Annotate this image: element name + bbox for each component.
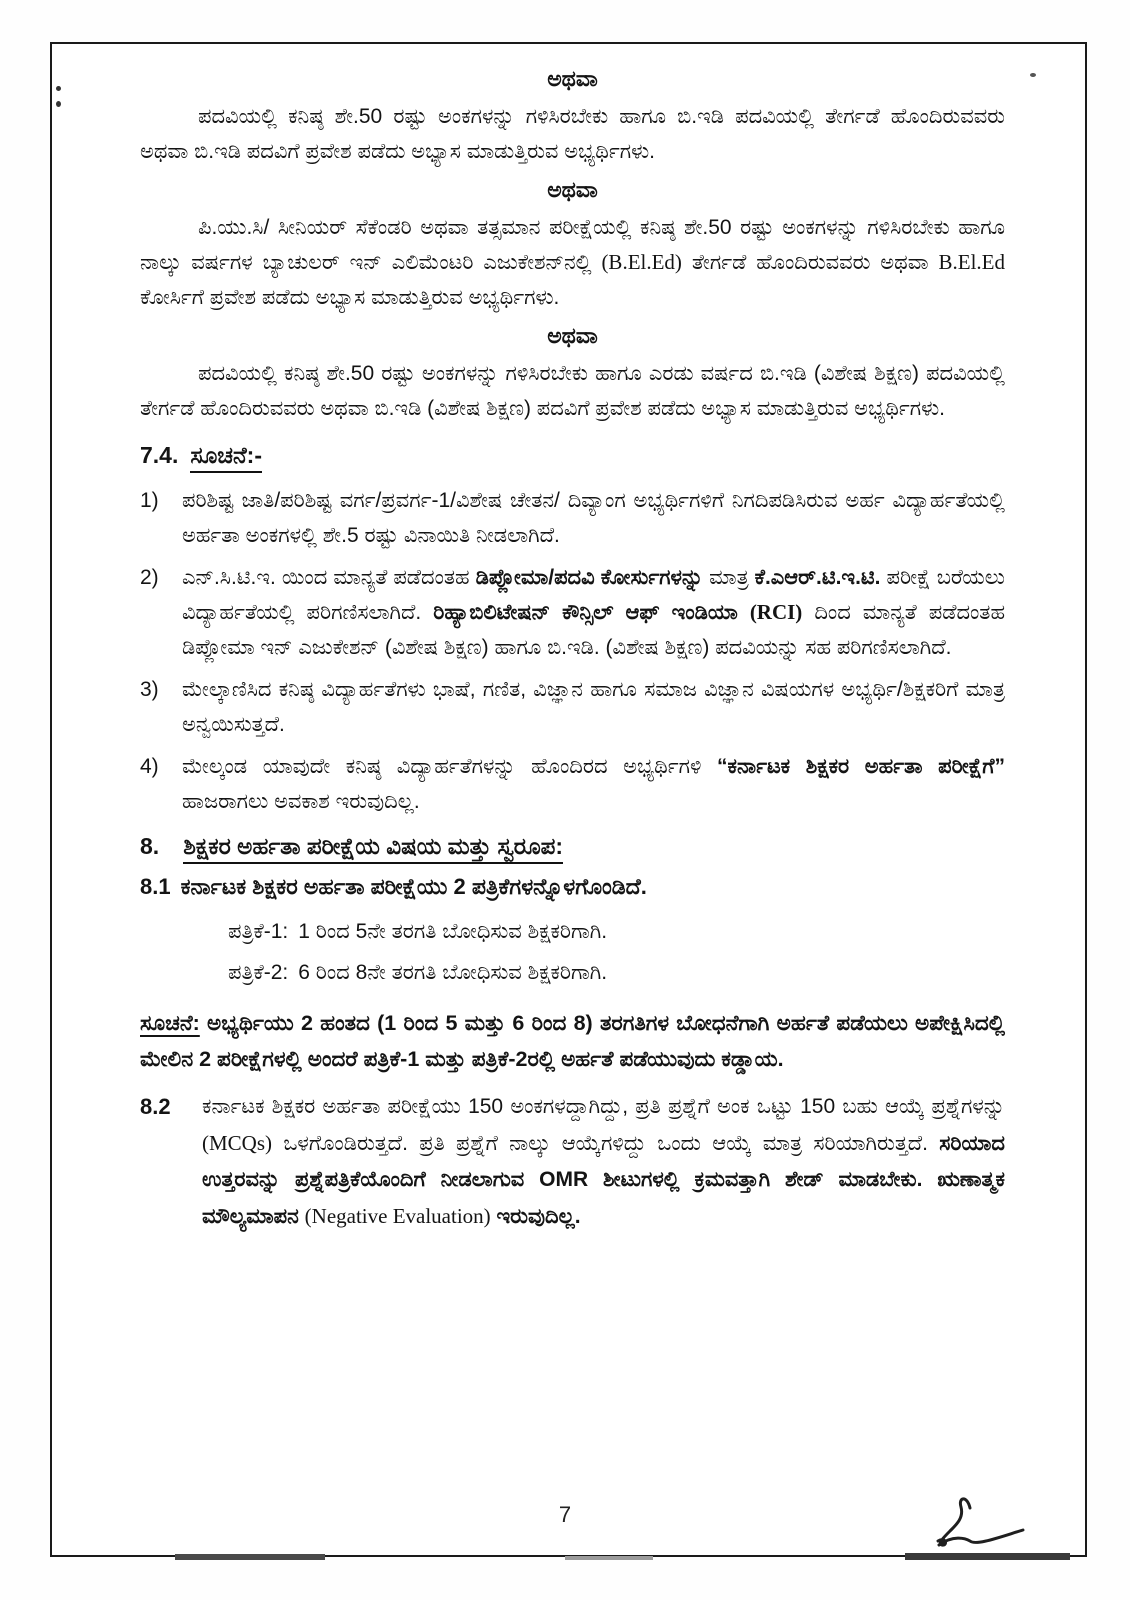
note-item-2-text: ಎನ್.ಸಿ.ಟಿ.ಇ. ಯಿಂದ ಮಾನ್ಯತೆ ಪಡೆದಂತಹ ಡಿಪ್ಲೋಮಾ/ಪದವಿ ಕೋರ್ಸುಗಳನ್ನು ಮಾತ್ರ ಕೆ.ಎಆರ್.ಟಿ.ಇ.ಟಿ. ಪರೀಕ್ಷೆ ಬರೆಯಲು ವಿದ್ಯಾರ್ಹತೆಯಲ್ಲಿ ಪರಿಗಣಿಸಲಾಗಿದೆ. ರಿಹ್ಯಾಬಿಲಿಟೇಷನ್ ಕೌನ್ಸಿಲ್ ಆಫ್ ಇಂಡಿಯಾ (RCI) ದಿಂದ ಮಾನ್ಯತೆ ಪಡೆದಂತಹ ಡಿಪ್ಲೋಮಾ ಇನ್ ಎಜುಕೇಶನ್ (ವಿಶೇಷ ಶಿಕ್ಷಣ) ಹಾಗೂ ಬಿ.ಇಡಿ. (ವಿಶೇಷ ಶಿಕ್ಷಣ) ಪದವಿಯನ್ನು ಸಹ ಪರಿಗಣಿಸಲಾಗಿದೆ.: [182, 566, 1005, 659]
page-content: [140, 58, 1005, 1235]
note-item-2-number: 2): [140, 566, 159, 589]
note-item-4-text: ಮೇಲ್ಕಂಡ ಯಾವುದೇ ಕನಿಷ್ಠ ವಿದ್ಯಾರ್ಹತೆಗಳನ್ನು ಹೊಂದಿರದ ಅಭ್ಯರ್ಥಿಗಳಿ “ಕರ್ನಾಟಕ ಶಿಕ್ಷಕರ ಅರ್ಹತಾ ಪರೀಕ್ಷೆಗೆ” ಹಾಜರಾಗಲು ಅವಕಾಶ ಇರುವುದಿಲ್ಲ.: [182, 755, 1006, 813]
paper-2-label: ಪತ್ರಿಕೆ-2:: [228, 961, 289, 984]
paper-1-text: 1 ರಿಂದ 5ನೇ ತರಗತಿ ಬೋಧಿಸುವ ಶಿಕ್ಷಕರಿಗಾಗಿ.: [298, 920, 608, 943]
section-8-1-text: ಕರ್ನಾಟಕ ಶಿಕ್ಷಕರ ಅರ್ಹತಾ ಪರೀಕ್ಷೆಯು 2 ಪತ್ರಿಕೆಗಳನ್ನೊಳಗೊಂಡಿದೆ.: [180, 874, 647, 899]
page-number: 7: [558, 1502, 572, 1527]
paper-2-text: 6 ರಿಂದ 8ನೇ ತರಗತಿ ಬೋಧಿಸುವ ಶಿಕ್ಷಕರಿಗಾಗಿ.: [298, 961, 608, 984]
note-item-3: [140, 672, 1005, 742]
section-8-2: [140, 1089, 1005, 1235]
or-separator-3: ಅಥವಾ: [547, 323, 598, 348]
section-7-4-number: 7.4.: [140, 442, 179, 468]
scan-speck-left-top: [56, 86, 61, 91]
section-8-2-number: 8.2: [140, 1094, 171, 1119]
note-item-2: [140, 560, 1005, 665]
section-7-4-title: ಸೂಚನೆ:-: [190, 442, 262, 473]
paper-1-line: [228, 916, 1005, 948]
section-8-title: ಶಿಕ್ಷಕರ ಅರ್ಹತಾ ಪರೀಕ್ಷೆಯ ವಿಷಯ ಮತ್ತು ಸ್ವರೂಪ:: [183, 833, 563, 864]
para-degree-bed: ಪದವಿಯಲ್ಲಿ ಕನಿಷ್ಠ ಶೇ.50 ರಷ್ಟು ಅಂಕಗಳನ್ನು ಗಳಿಸಿರಬೇಕು ಹಾಗೂ ಬಿ.ಇಡಿ ಪದವಿಯಲ್ಲಿ ತೇರ್ಗಡೆ ಹೊಂದಿರುವವರು ಅಥವಾ ಬಿ.ಇಡಿ ಪದವಿಗೆ ಪ್ರವೇಶ ಪಡೆದು ಅಭ್ಯಾಸ ಮಾಡುತ್ತಿರುವ ಅಭ್ಯರ್ಥಿಗಳು.: [140, 105, 1005, 163]
papers-list: [228, 916, 1005, 989]
section-7-4-heading: [140, 442, 1005, 469]
or-separator-1: ಅಥವಾ: [547, 66, 598, 91]
note-item-1: [140, 483, 1005, 553]
section-8-1-heading: [140, 874, 1005, 900]
note-item-3-text: ಮೇಲ್ಕಾಣಿಸಿದ ಕನಿಷ್ಠ ವಿದ್ಯಾರ್ಹತೆಗಳು ಭಾಷೆ, ಗಣಿತ, ವಿಜ್ಞಾನ ಹಾಗೂ ಸಮಾಜ ವಿಜ್ಞಾನ ವಿಷಯಗಳ ಅಭ್ಯರ್ಥಿ/ಶಿಕ್ಷಕರಿಗೆ ಮಾತ್ರ ಅನ್ವಯಿಸುತ್ತದೆ.: [182, 678, 1005, 736]
notes-list: [140, 483, 1005, 819]
section-8-number: 8.: [140, 833, 160, 859]
paper-1-label: ಪತ್ರಿಕೆ-1:: [228, 920, 289, 943]
scan-smudge-bottom-center: [565, 1556, 653, 1560]
para-puc-beled: ಪಿ.ಯು.ಸಿ/ ಸೀನಿಯರ್ ಸೆಕೆಂಡರಿ ಅಥವಾ ತತ್ಸಮಾನ ಪರೀಕ್ಷೆಯಲ್ಲಿ ಕನಿಷ್ಠ ಶೇ.50 ರಷ್ಟು ಅಂಕಗಳನ್ನು ಗಳಿಸಿರಬೇಕು ಹಾಗೂ ನಾಲ್ಕು ವರ್ಷಗಳ ಬ್ಯಾಚುಲರ್ ಇನ್ ಎಲಿಮೆಂಟರಿ ಎಜುಕೇಶನ್‌ನಲ್ಲಿ (B.El.Ed) ತೇರ್ಗಡೆ ಹೊಂದಿರುವವರು ಅಥವಾ B.El.Ed ಕೋರ್ಸಿಗೆ ಪ್ರವೇಶ ಪಡೆದು ಅಭ್ಯಾಸ ಮಾಡುತ್ತಿರುವ ಅಭ್ಯರ್ಥಿಗಳು.: [140, 216, 1005, 309]
para-degree-special-bed: ಪದವಿಯಲ್ಲಿ ಕನಿಷ್ಠ ಶೇ.50 ರಷ್ಟು ಅಂಕಗಳನ್ನು ಗಳಿಸಿರಬೇಕು ಹಾಗೂ ಎರಡು ವರ್ಷದ ಬಿ.ಇಡಿ (ವಿಶೇಷ ಶಿಕ್ಷಣ) ಪದವಿಯಲ್ಲಿ ತೇರ್ಗಡೆ ಹೊಂದಿರುವವರು ಅಥವಾ ಬಿ.ಇಡಿ (ವಿಶೇಷ ಶಿಕ್ಷಣ) ಪದವಿಗೆ ಪ್ರವೇಶ ಪಡೆದು ಅಭ್ಯಾಸ ಮಾಡುತ್ತಿರುವ ಅಭ್ಯರ್ಥಿಗಳು.: [140, 362, 1005, 420]
or-separator-2: ಅಥವಾ: [547, 177, 598, 202]
scan-speck-top-right: [1030, 73, 1036, 77]
section-8-1-number: 8.1: [140, 874, 171, 899]
note-item-1-number: 1): [140, 489, 159, 512]
exam-note: ಸೂಚನೆ: ಅಭ್ಯರ್ಥಿಯು 2 ಹಂತದ (1 ರಿಂದ 5 ಮತ್ತು 6 ರಿಂದ 8) ತರಗತಿಗಳ ಬೋಧನೆಗಾಗಿ ಅರ್ಹತೆ ಪಡೆಯಲು ಅಪೇಕ್ಷಿಸಿದಲ್ಲಿ ಮೇಲಿನ 2 ಪರೀಕ್ಷೆಗಳಲ್ಲಿ ಅಂದರೆ ಪತ್ರಿಕೆ-1 ಮತ್ತು ಪತ್ರಿಕೆ-2ರಲ್ಲಿ ಅರ್ಹತೆ ಪಡೆಯುವುದು ಕಡ್ಡಾಯ.: [140, 1011, 1005, 1071]
paper-2-line: [228, 957, 1005, 989]
section-8-2-text: ಕರ್ನಾಟಕ ಶಿಕ್ಷಕರ ಅರ್ಹತಾ ಪರೀಕ್ಷೆಯು 150 ಅಂಕಗಳದ್ದಾಗಿದ್ದು, ಪ್ರತಿ ಪ್ರಶ್ನೆಗೆ ಅಂಕ ಒಟ್ಟು 150 ಬಹು ಆಯ್ಕೆ ಪ್ರಶ್ನೆಗಳನ್ನು (MCQs) ಒಳಗೊಂಡಿರುತ್ತದೆ. ಪ್ರತಿ ಪ್ರಶ್ನೆಗೆ ನಾಲ್ಕು ಆಯ್ಕೆಗಳಿದ್ದು ಒಂದು ಆಯ್ಕೆ ಮಾತ್ರ ಸರಿಯಾಗಿರುತ್ತದೆ. ಸರಿಯಾದ ಉತ್ತರವನ್ನು ಪ್ರಶ್ನೆಪತ್ರಿಕೆಯೊಂದಿಗೆ ನೀಡಲಾಗುವ OMR ಶೀಟುಗಳಲ್ಲಿ ಕ್ರಮವತ್ತಾಗಿ ಶೇಡ್ ಮಾಡಬೇಕು. ಋಣಾತ್ಮಕ ಮೌಲ್ಯಮಾಪನ (Negative Evaluation) ಇರುವುದಿಲ್ಲ.: [202, 1095, 1005, 1228]
page-border-frame: [50, 42, 1087, 1557]
note-item-4-number: 4): [140, 755, 159, 778]
section-8-heading: [140, 833, 1005, 860]
note-item-4: [140, 749, 1005, 819]
scan-smudge-bottom-left: [175, 1554, 325, 1560]
note-item-1-text: ಪರಿಶಿಷ್ಟ ಜಾತಿ/ಪರಿಶಿಷ್ಟ ವರ್ಗ/ಪ್ರವರ್ಗ-1/ವಿಶೇಷ ಚೇತನ/ ದಿವ್ಯಾಂಗ ಅಭ್ಯರ್ಥಿಗಳಿಗೆ ನಿಗದಿಪಡಿಸಿರುವ ಅರ್ಹ ವಿದ್ಯಾರ್ಹತೆಯಲ್ಲಿ ಅರ್ಹತಾ ಅಂಕಗಳಲ್ಲಿ ಶೇ.5 ರಷ್ಟು ವಿನಾಯಿತಿ ನೀಡಲಾಗಿದೆ.: [182, 489, 1005, 547]
scan-smudge-bottom-right: [905, 1553, 1070, 1560]
scan-speck-left-bottom: [56, 101, 61, 107]
note-item-3-number: 3): [140, 678, 159, 701]
